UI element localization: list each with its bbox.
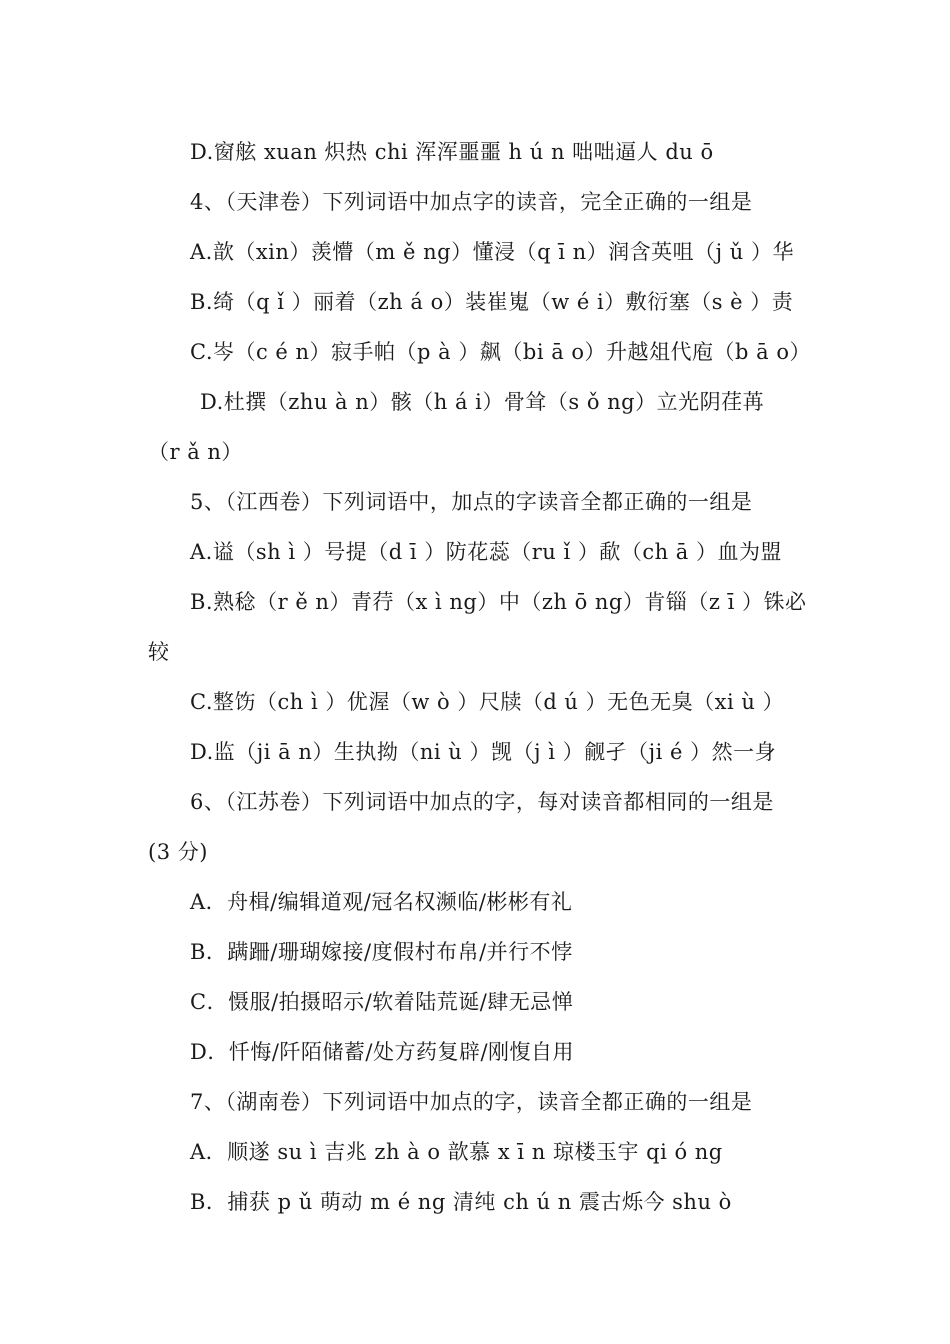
option-a-q5: A.谥（sh ì ）号提（d ī ）防花蕊（ru ǐ ）歃（ch ā ）血为盟 [190, 540, 783, 564]
question-6-cont: (3 分) [148, 840, 208, 864]
option-a-q7: A．顺遂 su ì 吉兆 zh à o 歆慕 x ī n 琼楼玉宇 qi ó ng [190, 1140, 723, 1164]
option-d-q5: D.监（ji ā n）生执拗（ni ù ）觊（j ì ）觎孑（ji é ）然一身 [190, 740, 777, 764]
option-c-q5: C.整饬（ch ì ）优渥（w ò ）尺牍（d ú ）无色无臭（xi ù ） [190, 690, 785, 714]
option-c-q4: C.岑（c é n）寂手帕（p à ）飙（bi ā o）升越俎代庖（b ā o） [190, 340, 812, 364]
option-b-q5: B.熟稔（r ě n）青荇（x ì ng）中（zh ō ng）肯锱（z ī ）铢必 [190, 590, 807, 614]
option-a-q4: A.歆（xin）羡懵（m ě ng）懂浸（q ī n）润含英咀（j ǔ ）华 [190, 240, 795, 264]
option-b-q5-cont: 较 [148, 640, 170, 664]
option-a-q6: A．舟楫/编辑道观/冠名权濒临/彬彬有礼 [190, 890, 573, 914]
option-c-q6: C．慑服/拍摄昭示/软着陆荒诞/肆无忌惮 [190, 990, 574, 1014]
option-b-q6: B．蹒跚/珊瑚嫁接/度假村布帛/并行不悖 [190, 940, 573, 964]
question-5: 5、（江西卷）下列词语中，加点的字读音全都正确的一组是 [190, 490, 753, 514]
option-b-q7: B．捕获 p ǔ 萌动 m é ng 清纯 ch ú n 震古烁今 shu ò [190, 1190, 732, 1214]
option-d-q4: D.杜撰（zhu à n）骸（h á i）骨耸（s ǒ ng）立光阴荏苒 [200, 390, 765, 414]
option-d-q3: D.窗舷 xuan 炽热 chi 浑浑噩噩 h ú n 咄咄逼人 du ō [190, 140, 714, 164]
question-6: 6、（江苏卷）下列词语中加点的字，每对读音都相同的一组是 [190, 790, 774, 814]
question-7: 7、（湖南卷）下列词语中加点的字，读音全都正确的一组是 [190, 1090, 753, 1114]
option-d-q4-cont: （r ǎ n） [148, 440, 243, 464]
option-d-q6: D．忏悔/阡陌储蓄/处方药复辟/刚愎自用 [190, 1040, 575, 1064]
question-4: 4、（天津卷）下列词语中加点字的读音，完全正确的一组是 [190, 190, 753, 214]
option-b-q4: B.绮（q ǐ ）丽着（zh á o）装崔嵬（w é i）敷衍塞（s è ）责 [190, 290, 794, 314]
